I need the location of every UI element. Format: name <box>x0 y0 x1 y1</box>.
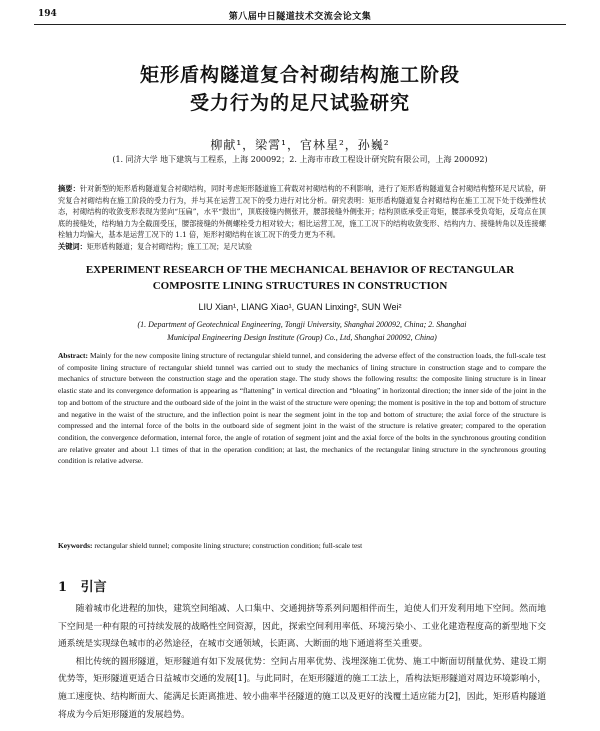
section-heading <box>58 576 107 595</box>
running-header <box>34 8 566 25</box>
abstract-cn-text: 针对新型的矩形盾构隧道复合衬砌结构，同时考虑矩形隧道施工荷载对衬砌结构的不利影响，进行了矩形盾构隧道复合衬砌结构整环足尺试验，研究复合衬砌结构在施工阶段的受力行为，并与其在运营工况下的受力进行对比分析。研究表明：矩形盾构隧道复合衬砌结构在施工工况下处于线弹性状态，衬砌结构的收敛变形表现为竖向“压扁”，水平“鼓出”，顶底接缝内侧张开，腰部接缝外侧张开；结构顶底承受正弯矩，腰部承受负弯矩，反弯点在顶底的接缝处，结构轴力为全截面受压，腰部接缝的外侧螺栓受力相对较大；相比运营工况，施工工况下的结构收敛变形、结构内力、接缝转角以及连接螺栓轴力均偏大，基本是运营工况下的 1.1 倍，矩形衬砌结构在该工况下的受力更为不利。 <box>58 184 546 240</box>
title-cn-line1: 矩形盾构隧道复合衬砌结构施工阶段 <box>139 64 460 86</box>
keywords-cn-label: 关键词： <box>58 241 87 251</box>
keywords-cn: 矩形盾构隧道；复合衬砌结构；施工工况；足尺试验 <box>86 241 253 251</box>
title-en-line1: EXPERIMENT RESEARCH OF THE MECHANICAL BEHAVIOR OF RECTANGULAR <box>85 264 515 276</box>
section-number: 1 <box>58 580 68 595</box>
keywords-en: rectangular shield tunnel; composite lining structure; construction condition; full-scale test <box>94 541 363 550</box>
paragraph-1: 随着城市化进程的加快，建筑空间缩减、人口集中、交通拥挤等系列问题相伴而生，迫使人们开发利用地下空间。然而地下空间是一种有限的可持续发展的战略性空间资源，因此，探索空间利用率低、环境污染小、工业化建造程度高的新型地下交通系统是实现绿色城市的必然途径，在城市交通领域，长距离、大断面的地下通道将至关重要。 <box>58 604 546 650</box>
abstract-cn-label: 摘要： <box>58 184 80 193</box>
abstract-en-text: Mainly for the new composite lining structure of rectangular shield tunnel, and considering the adverse effect of the construction loads, the full-scale test of composite lining structure of rectangular shield tunnel was carried out to study the mechanics of lining structure in construction stage and to compare the mechanics of structure between the construction stage and the operation stage. The study shows the following results: the composite lining structure is in linear elastic state and its convergence deformation is appearing as “flattening” in vertical direction and “bloating” in horizontal direction; the inner side of the joint in the top and bottom of the structure and the outboard side of the joint in the waist of the structure were opening; the moment is positive in the top and bottom of structure and negative in the waist of the structure, and the inflection point is near the segment joint in the top and bottom of structure; the axial force of the structure is compressed and the internal force of the bolts in the outboard side of segment joint in the waist of the structure is relative greater; compared to the operation condition, the convergence deformation, internal force, the angle of rotation of segment joint and the axial force of the bolts in the synchronous grouting condition are relative greater and about 1.1 times of that in the operation condition; at last, the mechanics of the rectangular lining structure in the synchronous grouting condition is relative adverse. <box>58 351 546 466</box>
keywords-en-block <box>58 541 546 550</box>
affiliation-en-line1: (1. Department of Geotechnical Engineering, Tongji University, Shanghai 200092, China; 2. Shanghai <box>137 320 467 329</box>
affiliation-en <box>82 318 522 344</box>
keywords-en-label: Keywords: <box>58 541 93 550</box>
section-body <box>58 601 546 724</box>
abstract-cn <box>58 183 546 253</box>
title-cn-line2: 受力行为的足尺试验研究 <box>189 92 410 114</box>
abstract-en <box>58 350 546 467</box>
title-en <box>60 262 540 294</box>
title-en-line2: COMPOSITE LINING STRUCTURES IN CONSTRUCTION <box>152 280 448 292</box>
authors-cn: 柳献¹，梁霄¹，官林星²，孙巍² <box>210 138 390 152</box>
paragraph-2: 相比传统的圆形隧道，矩形隧道有如下发展优势：空间占用率优势、浅埋深施工优势、施工中断面切削量优势、建设工期优势等，矩形隧道更适合日益城市交通的发展[1]。与此同时，在矩形隧道的施工工法上，盾构法矩形隧道对周边环境影响小，施工速度快、结构断面大、能满足长距离推进、较小曲率半径隧道的施工以及更好的浅覆土适应能力[2]，因此，矩形盾构隧道将成为今后矩形隧道的发展趋势。 <box>58 656 546 720</box>
page-number: 194 <box>38 9 57 19</box>
affiliation-en-line2: Municipal Engineering Design Institute (Group) Co., Ltd, Shanghai 200092, China) <box>167 333 437 342</box>
affiliation-cn: (1. 同济大学 地下建筑与工程系，上海 200092；2. 上海市市政工程设计研究院有限公司，上海 200092) <box>112 155 488 164</box>
authors-en: LIU Xian¹, LIANG Xiao¹, GUAN Linxing², SUN Wei² <box>198 302 402 312</box>
abstract-en-label: Abstract: <box>58 351 88 360</box>
journal-title: 第八届中日隧道技术交流会论文集 <box>228 12 372 22</box>
section-title: 引言 <box>80 580 107 595</box>
